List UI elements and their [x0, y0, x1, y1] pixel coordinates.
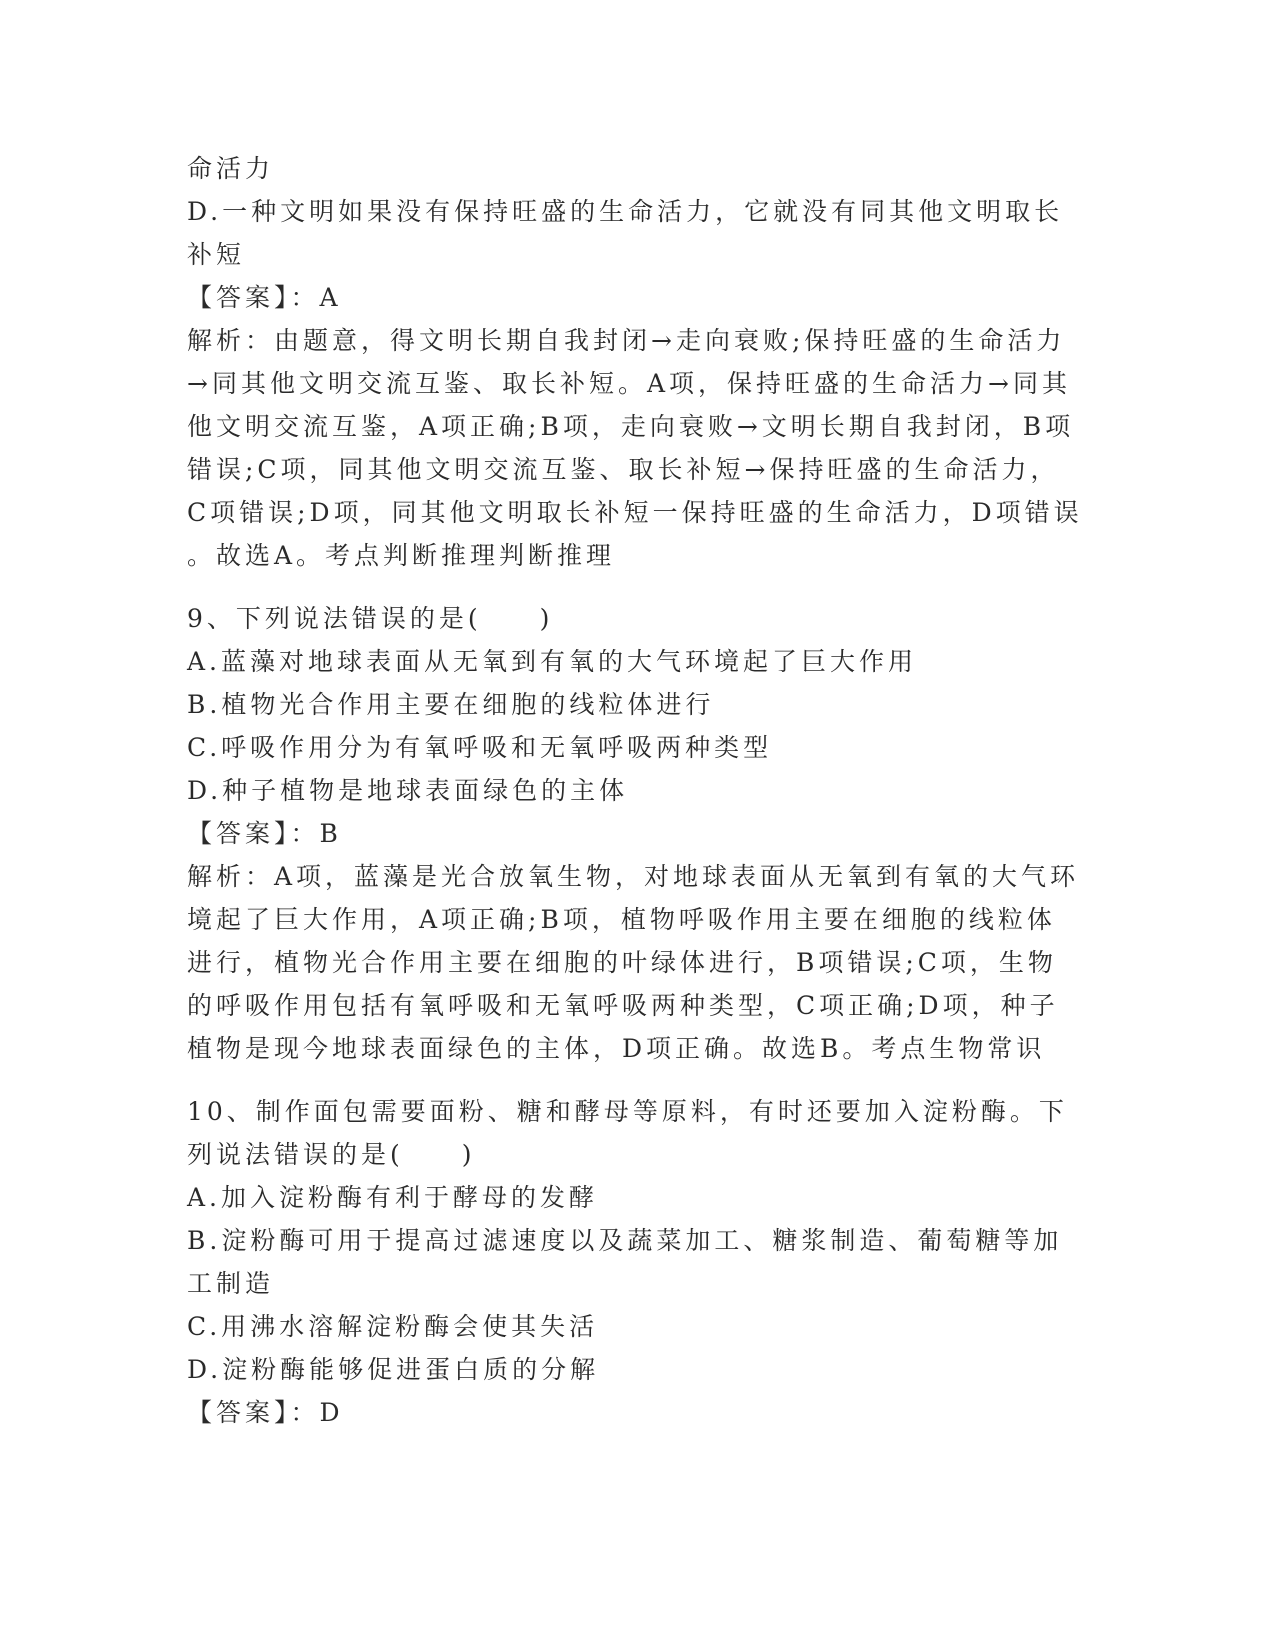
question-stem-line-1: 10、制作面包需要面粉、糖和酵母等原料，有时还要加入淀粉酶。下	[187, 1097, 1068, 1126]
analysis-line: 错误;C项，同其他文明交流互鉴、取长补短→保持旺盛的生命活力，	[187, 455, 1060, 484]
option-b-line-2: 工制造	[187, 1269, 275, 1298]
option-d-line-1: D.一种文明如果没有保持旺盛的生命活力，它就没有同其他文明取长	[187, 197, 1064, 226]
option-c-continuation: 命活力	[187, 154, 275, 183]
option-d: D.淀粉酶能够促进蛋白质的分解	[187, 1355, 600, 1384]
option-d: D.种子植物是地球表面绿色的主体	[187, 776, 629, 805]
analysis-line: 他文明交流互鉴，A项正确;B项，走向衰败→文明长期自我封闭，B项	[187, 412, 1075, 441]
analysis-line: →同其他文明交流互鉴、取长补短。A项，保持旺盛的生命活力→同其	[187, 369, 1071, 398]
analysis-line: 。故选A。考点判断推理判断推理	[187, 541, 616, 570]
option-c: C.呼吸作用分为有氧呼吸和无氧呼吸两种类型	[187, 733, 773, 762]
question-8-tail	[187, 147, 1087, 577]
analysis-line: 的呼吸作用包括有氧呼吸和无氧呼吸两种类型，C项正确;D项，种子	[187, 991, 1059, 1020]
option-d-line-2: 补短	[187, 240, 246, 269]
option-a: A.加入淀粉酶有利于酵母的发酵	[187, 1183, 599, 1212]
answer: 【答案】：A	[187, 283, 342, 312]
section-gap	[187, 1070, 1087, 1090]
section-gap	[187, 577, 1087, 597]
answer: 【答案】：B	[187, 819, 342, 848]
option-c: C.用沸水溶解淀粉酶会使其失活	[187, 1312, 599, 1341]
option-b-line-1: B.淀粉酶可用于提高过滤速度以及蔬菜加工、糖浆制造、葡萄糖等加	[187, 1226, 1063, 1255]
answer: 【答案】：D	[187, 1398, 344, 1427]
analysis-line: 植物是现今地球表面绿色的主体，D项正确。故选B。考点生物常识	[187, 1034, 1046, 1063]
option-b: B.植物光合作用主要在细胞的线粒体进行	[187, 690, 715, 719]
analysis-line: 进行，植物光合作用主要在细胞的叶绿体进行，B项错误;C项，生物	[187, 948, 1057, 977]
question-stem-line-2: 列说法错误的是( )	[187, 1140, 476, 1169]
question-10	[187, 1090, 1087, 1434]
option-a: A.蓝藻对地球表面从无氧到有氧的大气环境起了巨大作用	[187, 647, 918, 676]
question-stem: 9、下列说法错误的是( )	[187, 604, 554, 633]
analysis-line: 解析：由题意，得文明长期自我封闭→走向衰败;保持旺盛的生命活力	[187, 326, 1066, 355]
analysis-line: 境起了巨大作用，A项正确;B项，植物呼吸作用主要在细胞的线粒体	[187, 905, 1056, 934]
analysis-line: C项错误;D项，同其他文明取长补短一保持旺盛的生命活力，D项错误	[187, 498, 1083, 527]
question-9	[187, 597, 1087, 1070]
analysis-line: 解析：A项，蓝藻是光合放氧生物，对地球表面从无氧到有氧的大气环	[187, 862, 1080, 891]
document-page	[187, 147, 1087, 1434]
